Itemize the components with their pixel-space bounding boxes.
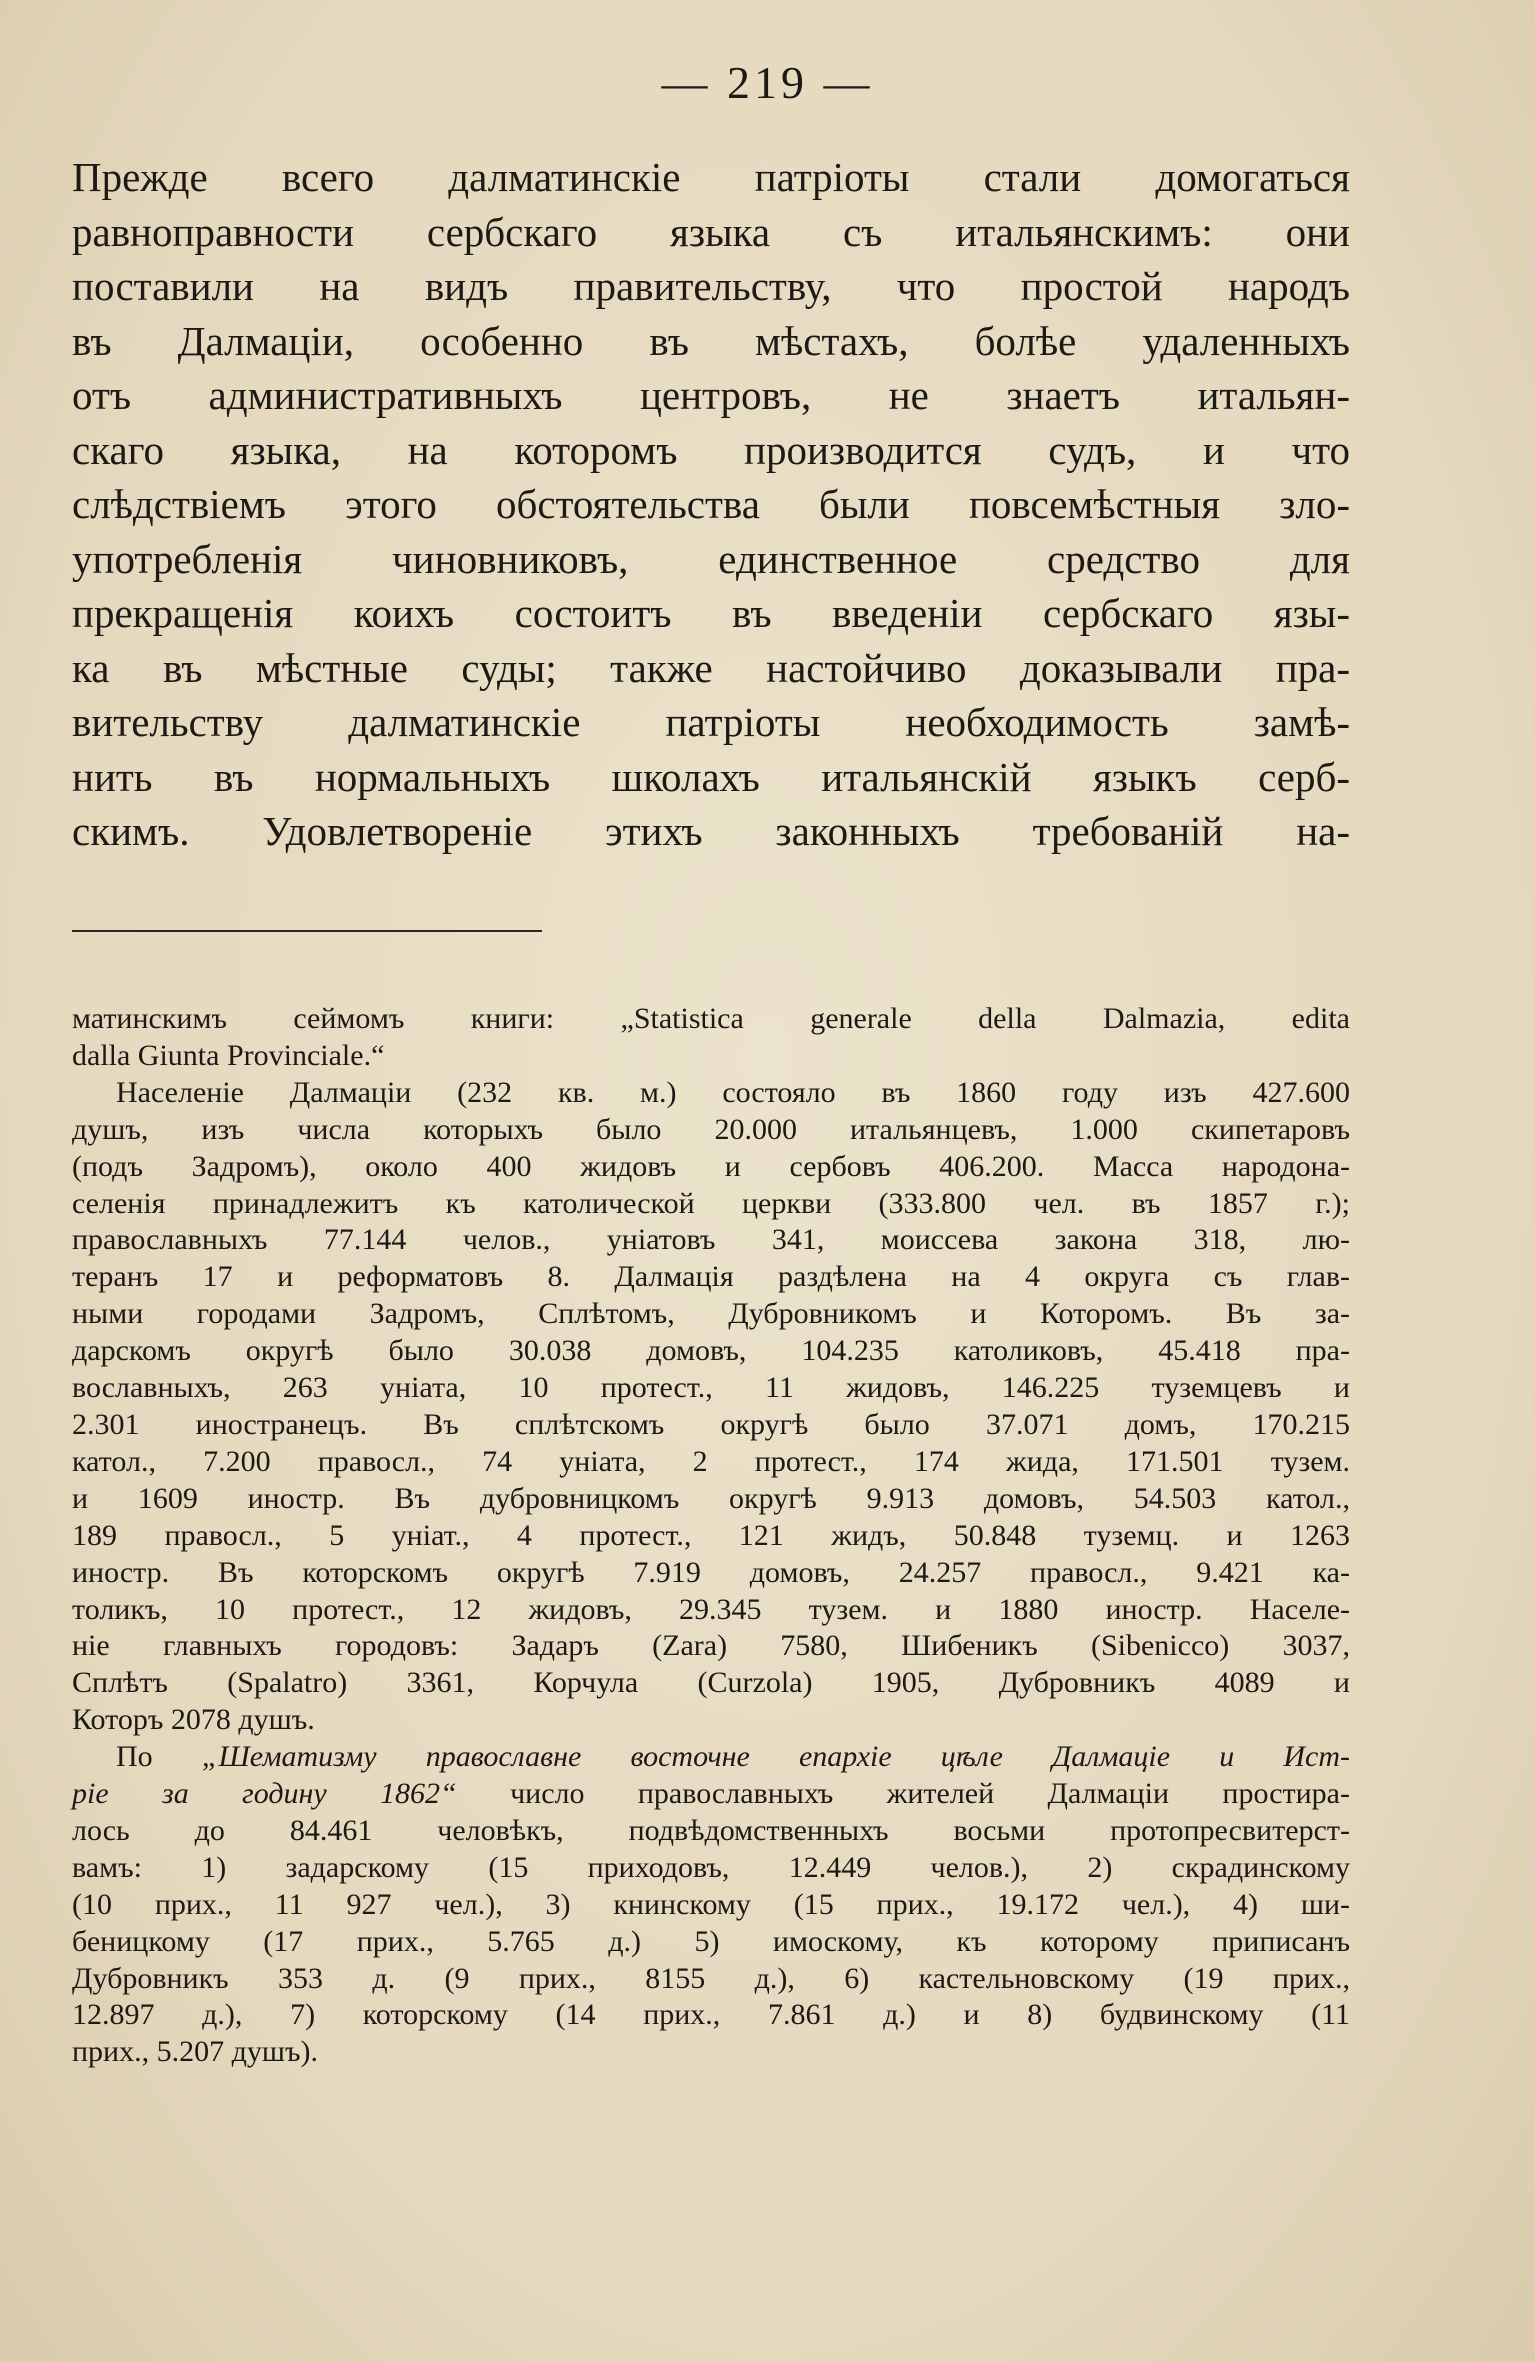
footnote-line: дарскомъ округѣ было 30.038 домовъ, 104.235 католиковъ, 45.418 пра-: [72, 1334, 1350, 1368]
footnote-line: dalla Giunta Provinciale.“: [72, 1038, 385, 1072]
footnote-line: вославныхъ, 263 уніата, 10 протест., 11 жидовъ, 146.225 туземцевъ и: [72, 1371, 1350, 1405]
main-text: [72, 150, 1350, 859]
main-line: слѣдствіемъ этого обстоятельства были повсемѣстныя зло-: [72, 481, 1350, 527]
footnote-line: матинскимъ сеймомъ книги: „Statistica generale della Dalmazia, edita: [72, 1002, 1350, 1035]
main-line: употребленія чиновниковъ, единственное средство для: [72, 535, 1350, 582]
main-line: равноправности сербскаго языка съ итальянскимъ: они: [72, 208, 1350, 255]
footnote-line: толикъ, 10 протест., 12 жидовъ, 29.345 тузем. и 1880 иностр. Населе-: [72, 1592, 1350, 1626]
footnote-line: ными городами Задромъ, Сплѣтомъ, Дубровникомъ и Которомъ. Въ за-: [72, 1297, 1350, 1331]
footnote-line: катол., 7.200 правосл., 74 уніата, 2 протест., 174 жида, 171.501 тузем.: [72, 1444, 1350, 1478]
footnote-line: 189 правосл., 5 уніат., 4 протест., 121 жидъ, 50.848 туземц. и 1263: [72, 1518, 1350, 1552]
footnote: [72, 1001, 1350, 2071]
footnote-line: и 1609 иностр. Въ дубровницкомъ округѣ 9.913 домовъ, 54.503 катол.,: [72, 1481, 1350, 1515]
footnote-line: душъ, изъ числа которыхъ было 20.000 итальянцевъ, 1.000 скипетаровъ: [72, 1112, 1350, 1146]
footnote-text: число православныхъ жителей Далмаціи простира-: [456, 1777, 1350, 1811]
footnote-source-title-cont: ріе за годину 1862“: [72, 1777, 457, 1811]
footnote-line: беницкому (17 прих., 5.765 д.) 5) имоскому, къ которому приписанъ: [72, 1924, 1350, 1958]
main-line: скаго языка, на которомъ производится судъ, и что: [72, 426, 1350, 473]
footnote-line: вамъ: 1) задарскому (15 приходовъ, 12.449 челов.), 2) скрадинскому: [72, 1850, 1350, 1884]
main-line: нить въ нормальныхъ школахъ итальянскій языкъ серб-: [72, 753, 1350, 800]
footnote-prefix: По: [116, 1740, 202, 1774]
footnote-line: православныхъ 77.144 челов., уніатовъ 341, моиссева закона 318, лю-: [72, 1223, 1350, 1257]
footnote-line: [72, 1776, 1350, 1813]
main-line: поставили на видъ правительству, что простой народъ: [72, 263, 1350, 309]
main-line: отъ административныхъ центровъ, не знаетъ итальян-: [72, 372, 1350, 418]
footnote-line: (подъ Задромъ), около 400 жидовъ и сербовъ 406.200. Масса народона-: [72, 1149, 1350, 1183]
footnote-line: селенія принадлежитъ къ католической церкви (333.800 чел. въ 1857 г.);: [72, 1186, 1350, 1220]
main-line: ка въ мѣстные суды; также настойчиво доказывали пра-: [72, 644, 1350, 691]
footnote-line: 2.301 иностранецъ. Въ сплѣтскомъ округѣ было 37.071 домъ, 170.215: [72, 1407, 1350, 1441]
footnote-source-title: „Шематизму православне восточне епархіе цѣле Далмаціе и Ист-: [201, 1740, 1350, 1774]
footnote-line: [72, 1739, 1350, 1776]
footnote-line: (10 прих., 11 927 чел.), 3) книнскому (15 прих., 19.172 чел.), 4) ши-: [72, 1887, 1350, 1921]
footnote-line: 12.897 д.), 7) которскому (14 прих., 7.861 д.) и 8) будвинскому (11: [72, 1998, 1350, 2032]
main-line: скимъ. Удовлетвореніе этихъ законныхъ требованій на-: [72, 808, 1350, 854]
footnote-line: лось до 84.461 человѣкъ, подвѣдомственныхъ восьми протопресвитерст-: [72, 1813, 1350, 1847]
main-line: вительству далматинскіе патріоты необходимость замѣ-: [72, 699, 1350, 745]
footnote-line: Которъ 2078 душъ.: [72, 1703, 315, 1737]
main-line: Прежде всего далматинскіе патріоты стали домогаться: [72, 154, 1350, 200]
footnote-line: прих., 5.207 душъ).: [72, 2035, 318, 2069]
footnote-line: теранъ 17 и реформатовъ 8. Далмація раздѣлена на 4 округа съ глав-: [72, 1260, 1350, 1294]
footnote-divider: [72, 930, 542, 932]
footnote-line: Дубровникъ 353 д. (9 прих., 8155 д.), 6) кастельновскому (19 прих.,: [72, 1961, 1350, 1995]
footnote-line: Населеніе Далмаціи (232 кв. м.) состояло въ 1860 году изъ 427.600: [116, 1075, 1350, 1109]
footnote-line: иностр. Въ которскомъ округѣ 7.919 домовъ, 24.257 правосл., 9.421 ка-: [72, 1555, 1350, 1589]
main-line: прекращенія коихъ состоитъ въ введеніи сербскаго язы-: [72, 590, 1350, 636]
footnote-line: Сплѣтъ (Spalatro) 3361, Корчула (Curzola) 1905, Дубровникъ 4089 и: [72, 1666, 1350, 1700]
main-line: въ Далмаціи, особенно въ мѣстахъ, болѣе удаленныхъ: [72, 317, 1350, 364]
page-number: — 219 —: [661, 57, 874, 108]
footnote-line: ніе главныхъ городовъ: Задаръ (Zara) 7580, Шибеникъ (Sibeniсco) 3037,: [72, 1629, 1350, 1663]
